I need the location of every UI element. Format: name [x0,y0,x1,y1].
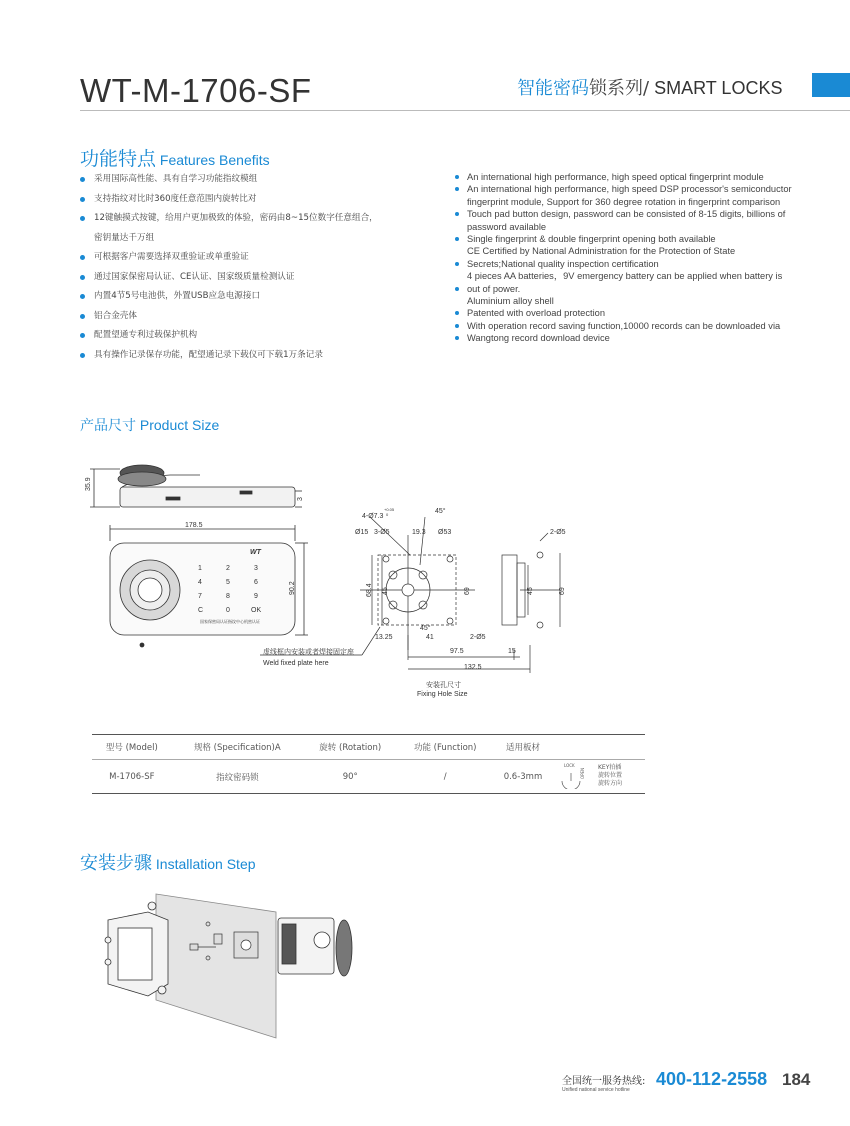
key-c: C [198,607,204,614]
list-item: password available [467,221,547,232]
list-item: 4 pieces AA batteries，9V emergency battery can be applied when battery is [467,271,783,282]
list-item: 支持指纹对比时360度任意范围内旋转比对 [80,190,440,210]
series-cn-dark: 锁系列/ [589,78,650,99]
hotline-cn: 全国统一服务热线: [562,1076,646,1087]
cell-rotation: 90° [303,760,398,794]
legend-open: OPEN [580,767,585,779]
key-7: 7 [198,593,202,600]
header-accent-bar [812,73,850,97]
installation-title [80,849,256,875]
cell-spec: 指纹密码锁 [172,760,303,794]
bullet-icon [80,216,85,221]
dim-angle-bot: 45° [420,625,431,632]
features-title [80,144,270,171]
bullet-icon [80,197,85,202]
bullet-icon [455,212,459,216]
rotation-legend-icon [554,761,644,789]
key-9: 9 [254,593,258,600]
lock-side-view [90,465,302,507]
dim-height: 90.2 [289,581,296,595]
dim-45v: 45 [382,587,389,595]
cell-model: M-1706-SF [92,760,172,794]
bullet-icon [80,177,85,182]
key-ok: OK [251,607,262,614]
bullet-icon [455,262,459,266]
list-item: 具有操作记录保存功能，配望通记录下载仪可下载1万条记录 [80,346,440,366]
installation-title-cn: 安装步骤 [80,853,152,874]
fixing-hole-cn: 安装孔尺寸 [426,682,461,689]
model-title: WT-M-1706-SF [80,72,312,109]
weld-note-en: Weld fixed plate here [263,660,329,667]
bullet-icon [80,255,85,260]
list-item: 铝合金壳体 [80,307,440,327]
bullet-icon [80,314,85,319]
list-item: 密钥量达千万组 [94,232,155,243]
list-item: fingerprint module, Support for 360 degree rotation in fingerprint comparison [467,196,781,207]
spec-table [92,734,645,794]
dim-right-69: 69 [559,587,566,595]
bullet-icon [455,287,459,291]
page-number: 184 [782,1070,811,1089]
footer-hotline [562,1072,645,1093]
installation-title-en: Installation Step [152,856,256,872]
dim-41: 41 [426,634,434,641]
key-3: 3 [254,565,258,572]
list-item: 采用国际高性能、具有自学习功能指纹模组 [80,170,440,190]
dim-width: 178.5 [185,522,203,529]
dim-two-d5-right: 2-Ø5 [550,529,566,536]
dim-tol0: 0 [386,512,389,517]
keypad-caption: 国家保密局认证指纹中心机密认证 [200,619,260,624]
dim-15h: 15 [508,648,516,655]
dim-right-45: 45 [527,587,534,595]
dim-two-d5-bot: 2-Ø5 [470,634,486,641]
bullet-icon [80,294,85,299]
dim-d193: 19.3 [412,529,426,536]
features-title-en: Features Benefits [156,152,270,168]
series-en: SMART LOCKS [649,78,783,98]
list-item: Touch pad button design, password can be consisted of 8-15 digits, billions of [455,208,825,220]
list-item: 配置望通专利过载保护机构 [80,326,440,346]
key-2: 2 [226,565,230,572]
dim-1325: 13.25 [375,634,393,641]
table-row [92,760,645,794]
bullet-icon [80,333,85,338]
list-item: out of power. [455,283,825,295]
key-8: 8 [226,593,230,600]
bullet-icon [455,187,459,191]
cell-function: / [398,760,493,794]
dim-tol: +0.05 [384,507,395,512]
dim-684: 68.4 [366,583,373,597]
product-size-title-cn: 产品尺寸 [80,418,136,434]
list-item: An international high performance, high speed optical fingerprint module [455,171,825,183]
header-rule [80,110,850,111]
bullet-icon [455,336,459,340]
key-1: 1 [198,565,202,572]
dim-69: 69 [464,587,471,595]
fixing-hole-en: Fixing Hole Size [417,691,468,698]
key-5: 5 [226,579,230,586]
bullet-icon [455,324,459,328]
list-item: An international high performance, high speed DSP processor's semiconductor [455,183,825,195]
legend-item-2: 旋转方向 [598,780,623,787]
list-item: Wangtong record download device [455,332,825,344]
product-size-title [80,415,219,435]
list-item: 12键触摸式按键，给用户更加极致的体验，密码由8~15位数字任意组合， [80,209,440,229]
key-4: 4 [198,579,202,586]
dim-three-d5: 3-Ø5 [374,529,390,536]
cell-material: 0.6-3mm [493,760,553,794]
list-item: Patented with overload protection [455,307,825,319]
features-title-cn: 功能特点 [80,148,157,170]
hotline-phone: 400-112-2558 [656,1069,768,1089]
header-legend [553,735,645,760]
bullet-icon [455,237,459,241]
dim-975: 97.5 [450,648,464,655]
dimension-drawing [80,455,580,705]
lock-back-body [105,902,168,996]
dim-angle-top: 45° [435,508,446,515]
dim-d15: Ø15 [355,529,369,536]
legend-item-1: 旋转位置 [598,772,623,779]
header-spec: 规格 (Specification)A [172,735,303,760]
list-item: Secrets;National quality inspection certification [455,258,825,270]
header-rotation: 旋转 (Rotation) [303,735,398,760]
weld-note-cn: 虚线框内安装或者焊接固定座 [263,649,354,656]
list-item: 可根据客户需要选择双重验证或单重验证 [80,248,440,268]
series-cn-blue: 智能密码 [517,78,589,99]
list-item: CE Certified by National Administration for the Protection of State [467,246,736,257]
product-size-title-en: Product Size [136,417,220,433]
door-panel [156,894,276,1038]
dim-d53: Ø53 [438,529,452,536]
list-item: With operation record saving function,10000 records can be downloaded via [455,320,825,332]
header-function: 功能 (Function) [398,735,493,760]
list-item: Aluminium alloy shell [467,296,554,307]
features-en-list [455,171,825,345]
cell-legend [553,760,645,794]
features-cn-list [80,170,440,365]
dim-hole-spec: 4-Ø7.3 [362,513,384,520]
bullet-icon [80,353,85,358]
header-material: 适用板材 [493,735,553,760]
lock-front-body [278,918,352,976]
keypad-logo: WT [250,549,261,556]
series-title [517,74,782,100]
header-model: 型号 (Model) [92,735,172,760]
key-6: 6 [254,579,258,586]
installation-illustration [96,888,356,1043]
list-item: 通过国家保密局认证、CE认证、国家级质量检测认证 [80,268,440,288]
key-0: 0 [226,607,230,614]
dim-1325b: 132.5 [464,664,482,671]
bullet-icon [80,275,85,280]
bullet-icon [455,175,459,179]
bullet-icon [455,311,459,315]
list-item: 内置4节5号电池供，外置USB应急电源接口 [80,287,440,307]
legend-lock: LOCK [564,763,575,768]
lock-front-view [110,525,308,647]
hotline-en: Unified national service hotline [562,1087,630,1093]
dim-side-small: 3 [297,497,304,501]
table-header-row [92,735,645,760]
dim-height-side: 35.9 [85,477,92,491]
list-item: Single fingerprint & double fingerprint opening both available [455,233,825,245]
legend-item-0: KEY拍插 [598,764,622,771]
